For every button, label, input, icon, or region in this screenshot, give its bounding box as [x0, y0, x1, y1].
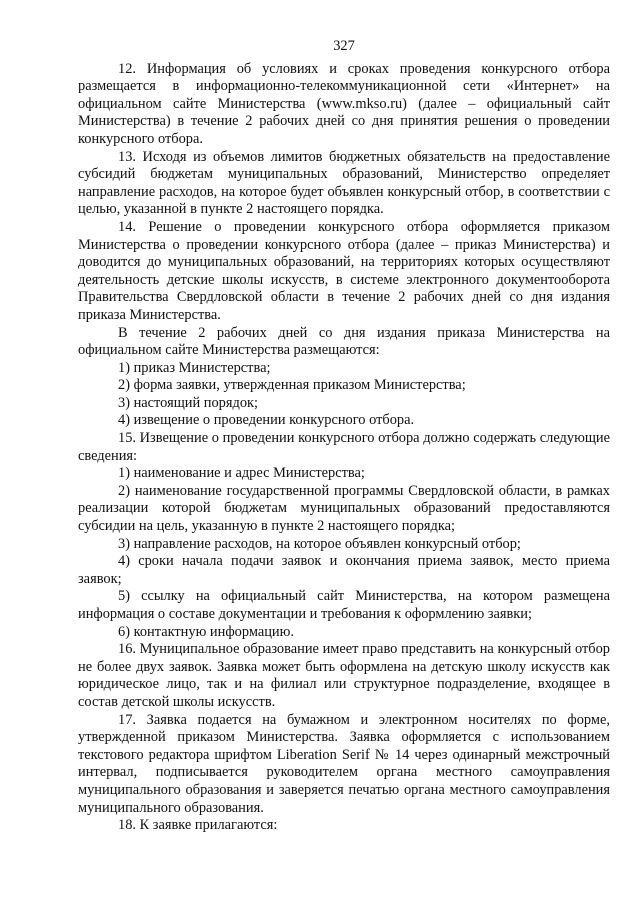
list-item: 3) направление расходов, на которое объявлен конкурсный отбор; — [118, 535, 521, 552]
list-item: 2) наименование государственной программы Свердловской области, в рамках реализации которой бюджетам муниципальных образований предоставляются субсидии на цель, указанную в пункте 2 настоящего порядка; — [78, 482, 610, 535]
page-number: 327 — [333, 38, 355, 54]
list-item: 4) сроки начала подачи заявок и окончания приема заявок, место приема заявок; — [78, 553, 610, 587]
paragraph-14-publication: В течение 2 рабочих дней со дня издания приказа Министерства на официальном сайте Министерства размещаются: — [78, 324, 610, 359]
list-item: 1) наименование и адрес Министерства; — [118, 465, 365, 482]
document-page — [78, 38, 610, 835]
paragraph-14: 14. Решение о проведении конкурсного отбора оформляется приказом Министерства о проведении конкурсного отбора (далее – приказ Министерства) и доводится до муниципальных образований, на территориях которых осуществляют деятельность детские школы искусств, в системе электронного документооборота Правительства Свердловской области в течение 2 рабочих дней со дня издания приказа Министерства. — [78, 218, 610, 323]
list-item: 4) извещение о проведении конкурсного отбора. — [118, 412, 415, 429]
paragraph-16: 16. Муниципальное образование имеет право представить на конкурсный отбор не более двух заявок. Заявка может быть оформлена на детскую школу искусств как юридическое лицо, так и на филиал или структурное подразделение, входящее в состав детской школы искусств. — [78, 641, 610, 710]
list-item: 6) контактную информацию. — [118, 623, 294, 640]
paragraph-12: 12. Информация об условиях и сроках проведения конкурсного отбора размещается в информационно-телекоммуникационной сети «Интернет» на официальном сайте Министерства (www.mkso.ru) (далее – официальный сайт Министерства) в течение 2 рабочих дней со дня принятия решения о проведении конкурсного отбора. — [78, 60, 610, 147]
paragraph-13: 13. Исходя из объемов лимитов бюджетных обязательств на предоставление субсидий бюджетам муниципальных образований, Министерство определяет направление расходов, на которое будет объявлен конкурсный отбор, в соответствии с целью, указанной в пункте 2 настоящего порядка. — [78, 148, 610, 218]
list-item: 2) форма заявки, утвержденная приказом Министерства; — [118, 377, 466, 394]
paragraph-15: 15. Извещение о проведении конкурсного отбора должно содержать следующие сведения: — [78, 430, 610, 464]
list-item: 1) приказ Министерства; — [118, 359, 271, 376]
paragraph-18: 18. К заявке прилагаются: — [118, 817, 278, 834]
list-item: 3) настоящий порядок; — [118, 394, 258, 411]
list-item: 5) ссылку на официальный сайт Министерства, на котором размещена информация о составе документации и требования к оформлению заявки; — [78, 588, 610, 622]
paragraph-17: 17. Заявка подается на бумажном и электронном носителях по форме, утвержденной приказом Министерства. Заявка оформляется с использованием текстового редактора шрифтом Liberation Serif № 14 через одинарный межстрочный интервал, подписывается руководителем органа местного самоуправления муниципального образования и заверяется печатью органа местного самоуправления муниципального образования. — [78, 711, 610, 816]
